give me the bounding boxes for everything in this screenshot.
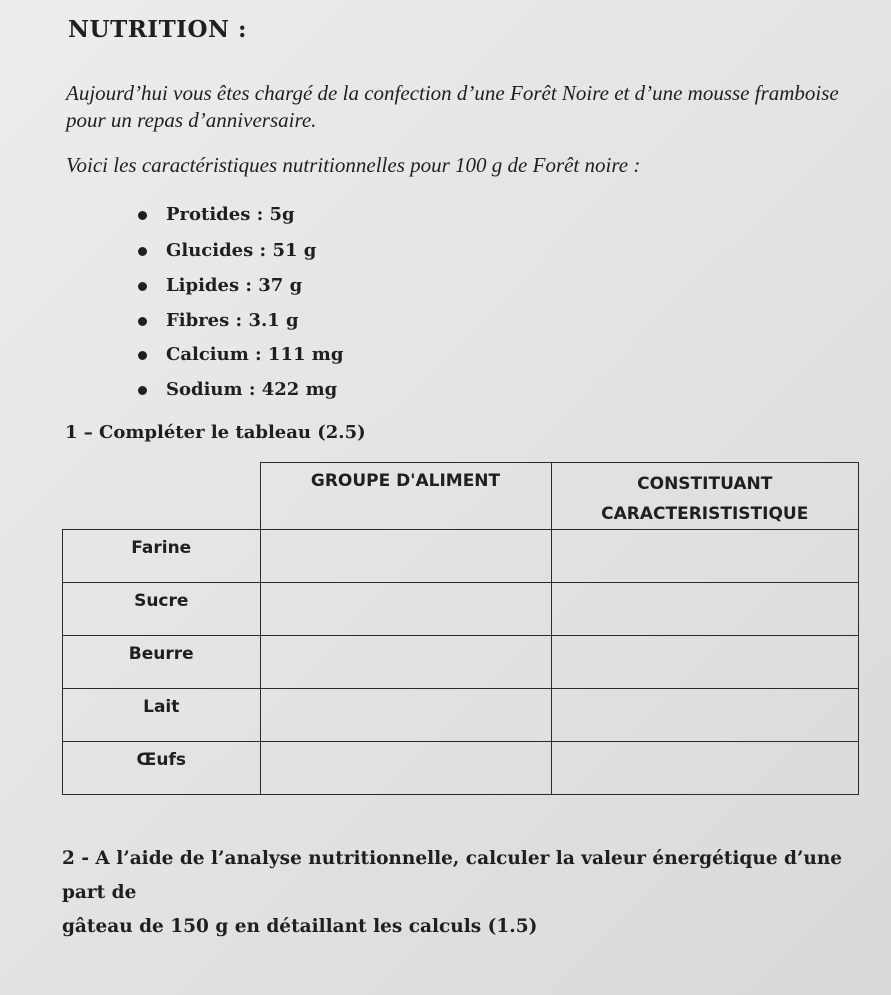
nutrition-table [62, 462, 859, 795]
table-row [63, 636, 859, 689]
nutrient-item [166, 310, 299, 331]
bullet-icon [138, 211, 147, 220]
bullet-icon [138, 386, 147, 395]
intro-paragraph [66, 80, 866, 134]
group-answer-cell[interactable] [260, 530, 551, 583]
table-corner-cell [63, 463, 261, 530]
food-cell: Sucre [63, 583, 261, 636]
header-group: GROUPE D'ALIMENT [260, 463, 551, 530]
nutrient-text: Calcium : 111 mg [166, 344, 344, 365]
bullet-icon [138, 317, 147, 326]
nutrient-item [166, 204, 295, 225]
constituent-answer-cell[interactable] [551, 636, 859, 689]
bullet-icon [138, 282, 147, 291]
food-cell: Farine [63, 530, 261, 583]
constituent-answer-cell[interactable] [551, 530, 859, 583]
table-row [63, 742, 859, 795]
nutrient-item [166, 240, 316, 261]
question-1: 1 – Compléter le tableau (2.5) [65, 422, 366, 443]
nutrient-text: Lipides : 37 g [166, 275, 303, 296]
group-answer-cell[interactable] [260, 742, 551, 795]
question-2-line-2: gâteau de 150 g en détaillant les calculs (1.5) [62, 916, 538, 937]
characteristics-intro: Voici les caractéristiques nutritionnelles pour 100 g de Forêt noire : [66, 153, 641, 177]
section-heading: NUTRITION : [68, 16, 247, 43]
food-cell: Beurre [63, 636, 261, 689]
nutrient-item [166, 379, 337, 400]
nutrient-text: Glucides : 51 g [166, 240, 317, 261]
header-constituent-line-1: CONSTITUANT [637, 474, 773, 494]
nutrient-item [166, 344, 343, 365]
table-header-row [63, 463, 859, 530]
question-2-line-1: 2 - A l’aide de l’analyse nutritionnelle, calculer la valeur énergétique d’une part de [62, 848, 843, 903]
table-row [63, 583, 859, 636]
constituent-answer-cell[interactable] [551, 689, 859, 742]
constituent-answer-cell[interactable] [551, 742, 859, 795]
header-constituent [551, 463, 859, 530]
nutrient-text: Protides : 5g [166, 204, 295, 225]
table-row [63, 689, 859, 742]
group-answer-cell[interactable] [260, 583, 551, 636]
food-cell: Œufs [63, 742, 261, 795]
nutrient-text: Sodium : 422 mg [166, 379, 338, 400]
bullet-icon [138, 247, 147, 256]
group-answer-cell[interactable] [260, 689, 551, 742]
intro-line-2: pour un repas d’anniversaire. [66, 108, 317, 132]
question-2 [62, 842, 862, 944]
table-row [63, 530, 859, 583]
nutrient-text: Fibres : 3.1 g [166, 310, 299, 331]
food-cell: Lait [63, 689, 261, 742]
constituent-answer-cell[interactable] [551, 583, 859, 636]
intro-line-1: Aujourd’hui vous êtes chargé de la confection d’une Forêt Noire et d’une mousse framboise [66, 81, 839, 105]
nutrient-item [166, 275, 302, 296]
bullet-icon [138, 351, 147, 360]
header-constituent-line-2: CARACTERISTISTIQUE [601, 504, 809, 524]
group-answer-cell[interactable] [260, 636, 551, 689]
